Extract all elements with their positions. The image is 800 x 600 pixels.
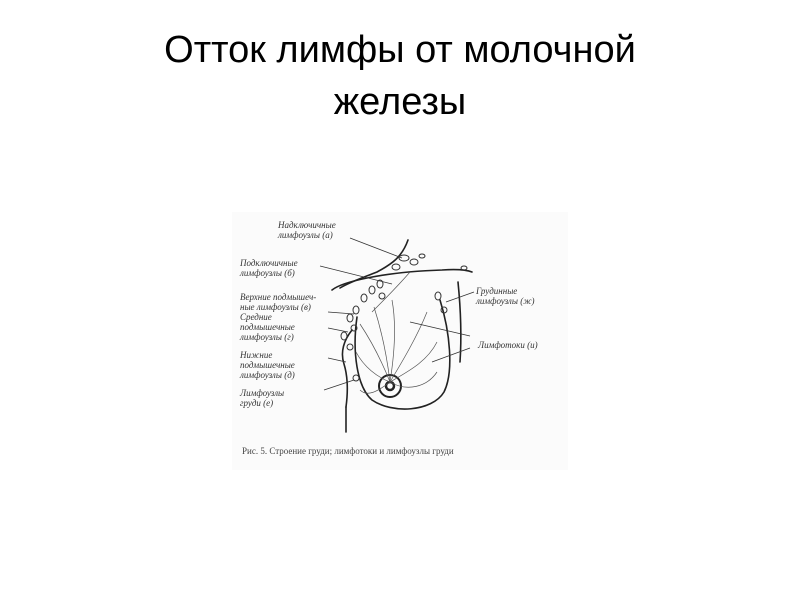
label-middle-axillary-nodes: Средние подмышечные лимфоузлы (г): [240, 312, 295, 342]
shoulder-outline: [332, 270, 472, 290]
label-upper-axillary-nodes: Верхние подмышеч- ные лимфоузлы (в): [240, 292, 317, 312]
label-supraclavicular-nodes: Надключичные лимфоузлы (а): [278, 220, 336, 240]
sternum-line: [458, 282, 461, 362]
slide-title-line-1: Отток лимфы от молочной: [164, 29, 636, 71]
label-sternal-nodes: Грудинные лимфоузлы (ж): [476, 286, 535, 306]
lymph-vessels: [356, 272, 437, 393]
label-leader-lines: [320, 238, 474, 390]
label-lower-axillary-nodes: Нижние подмышечные лимфоузлы (д): [240, 350, 295, 380]
armpit-outline: [342, 330, 352, 407]
figure-caption: Рис. 5. Строение груди; лимфотоки и лимфоузлы груди: [242, 446, 454, 456]
slide-title: [40, 24, 760, 128]
label-subclavian-nodes: Подключичные лимфоузлы (б): [240, 258, 298, 278]
label-lymph-flows: Лимфотоки (и): [478, 340, 538, 350]
breast-lymph-diagram: [232, 212, 568, 470]
label-breast-nodes: Лимфоузлы груди (е): [240, 388, 285, 408]
breast-outline: [355, 300, 450, 409]
slide-title-line-2: железы: [333, 81, 467, 123]
